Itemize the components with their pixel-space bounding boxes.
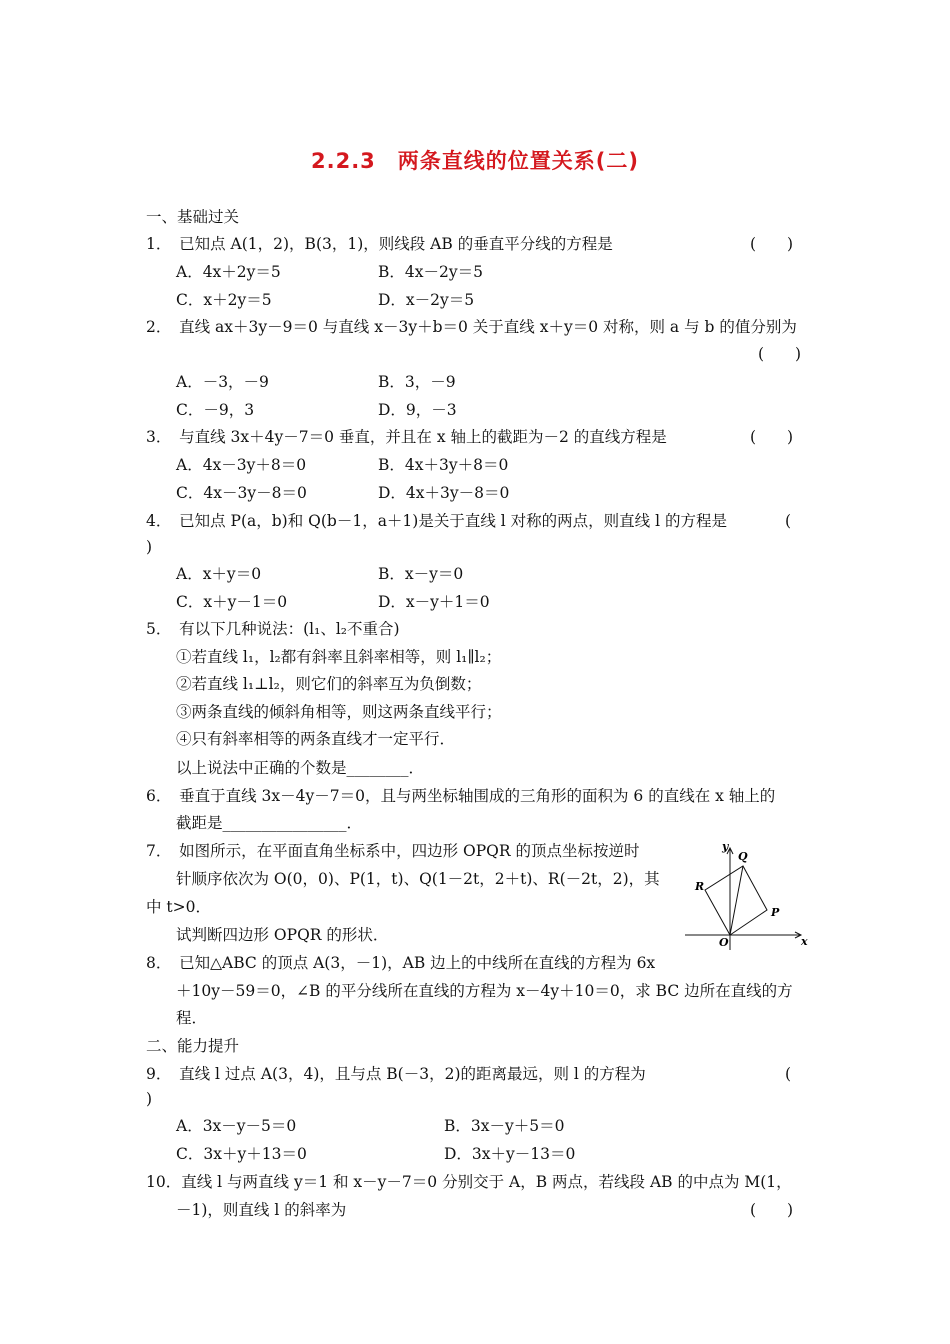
question-1-option-c: C．x＋2y＝5: [176, 291, 272, 309]
question-7-line-3: 中 t>0．: [146, 898, 212, 916]
question-9-paren-close: ): [146, 1090, 153, 1108]
quadrilateral-opqr-figure: [683, 838, 813, 950]
question-5-statement-3: ③两条直线的倾斜角相等，则这两条直线平行；: [176, 703, 502, 721]
question-1-option-a: A．4x＋2y＝5: [176, 263, 281, 281]
question-6-line-1: 6． 垂直于直线 3x－4y－7＝0，且与两坐标轴围成的三角形的面积为 6 的直线在 x 轴上的: [146, 787, 776, 805]
question-10-line-1: 10．直线 l 与两直线 y＝1 和 x－y－7＝0 分别交于 A，B 两点，若线段 AB 的中点为 M(1，: [146, 1173, 792, 1191]
point-p-label: P: [771, 906, 780, 919]
x-axis-label: x: [801, 935, 808, 948]
question-7-line-2: 针顺序依次为 O(0，0)、P(1，t)、Q(1－2t，2＋t)、R(－2t，2)，其: [176, 870, 660, 888]
question-5-statement-4: ④只有斜率相等的两条直线才一定平行．: [176, 730, 456, 748]
question-4-stem: 4． 已知点 P(a，b)和 Q(b－1，a＋1)是关于直线 l 对称的两点，则直线 l 的方程是: [146, 512, 727, 530]
question-4-paren-open: (: [785, 512, 792, 530]
question-5-statement-2: ②若直线 l₁⊥l₂，则它们的斜率互为负倒数；: [176, 675, 482, 693]
question-2-option-d: D．9，－3: [378, 401, 457, 419]
question-2-option-c: C．－9，3: [176, 401, 255, 419]
question-8-line-2: ＋10y－59＝0，∠B 的平分线所在直线的方程为 x－4y＋10＝0，求 BC 边所在直线的方: [176, 982, 793, 1000]
point-q-label: Q: [738, 850, 748, 863]
question-2-answer-paren: ( ): [758, 345, 802, 363]
section-heading-basic: 一、基础过关: [146, 208, 240, 226]
question-6-blank: 截距是________________．: [176, 814, 363, 832]
question-5-blank: 以上说法中正确的个数是________．: [176, 759, 425, 777]
question-5-stem: 5． 有以下几种说法：(l₁、l₂不重合): [146, 620, 400, 638]
question-1-stem: 1． 已知点 A(1，2)，B(3，1)，则线段 AB 的垂直平分线的方程是: [146, 235, 613, 253]
question-7-line-4: 试判断四边形 OPQR 的形状．: [176, 926, 389, 944]
question-3-option-a: A．4x－3y＋8＝0: [176, 456, 307, 474]
diagonal-oq: [730, 866, 743, 935]
point-r-label: R: [695, 880, 705, 893]
question-4-option-d: D．x－y＋1＝0: [378, 593, 490, 611]
question-2-option-b: B．3，－9: [378, 373, 456, 391]
question-4-option-a: A．x＋y＝0: [176, 565, 262, 583]
question-9-option-a: A．3x－y－5＝0: [176, 1117, 297, 1135]
page-title: 2.2.3 两条直线的位置关系(二): [311, 149, 639, 173]
question-2-stem: 2． 直线 ax＋3y－9＝0 与直线 x－3y＋b＝0 关于直线 x＋y＝0 对称，则 a 与 b 的值分别为: [146, 318, 797, 336]
question-2-option-a: A．－3，－9: [176, 373, 269, 391]
question-3-option-b: B．4x＋3y＋8＝0: [378, 456, 509, 474]
question-1-answer-paren: ( ): [750, 235, 794, 253]
question-9-paren-open: (: [785, 1065, 792, 1083]
question-1-option-d: D．x－2y＝5: [378, 291, 475, 309]
question-7-line-1: 7． 如图所示，在平面直角坐标系中，四边形 OPQR 的顶点坐标按逆时: [146, 842, 640, 860]
question-1-option-b: B．4x－2y＝5: [378, 263, 483, 281]
section-heading-advanced: 二、能力提升: [146, 1037, 240, 1055]
question-4-option-b: B．x－y＝0: [378, 565, 464, 583]
question-3-answer-paren: ( ): [750, 428, 794, 446]
question-9-option-d: D．3x＋y－13＝0: [444, 1145, 576, 1163]
question-8-line-3: 程．: [176, 1009, 208, 1027]
question-9-stem: 9． 直线 l 过点 A(3，4)，且与点 B(－3，2)的距离最远，则 l 的方程为: [146, 1065, 646, 1083]
question-3-option-d: D．4x＋3y－8＝0: [378, 484, 510, 502]
question-3-option-c: C．4x－3y－8＝0: [176, 484, 307, 502]
question-9-option-c: C．3x＋y＋13＝0: [176, 1145, 307, 1163]
question-5-statement-1: ①若直线 l₁，l₂都有斜率且斜率相等，则 l₁∥l₂；: [176, 648, 502, 666]
point-o-label: O: [719, 936, 729, 949]
question-9-option-b: B．3x－y＋5＝0: [444, 1117, 565, 1135]
question-10-answer-paren: ( ): [750, 1201, 794, 1219]
y-axis-label: y: [722, 840, 729, 853]
question-4-paren-close: ): [146, 538, 153, 556]
question-8-line-1: 8． 已知△ABC 的顶点 A(3，－1)，AB 边上的中线所在直线的方程为 6x: [146, 954, 656, 972]
question-10-line-2: －1)，则直线 l 的斜率为: [176, 1201, 347, 1219]
question-3-stem: 3． 与直线 3x＋4y－7＝0 垂直，并且在 x 轴上的截距为－2 的直线方程是: [146, 428, 667, 446]
question-4-option-c: C．x＋y－1＝0: [176, 593, 288, 611]
